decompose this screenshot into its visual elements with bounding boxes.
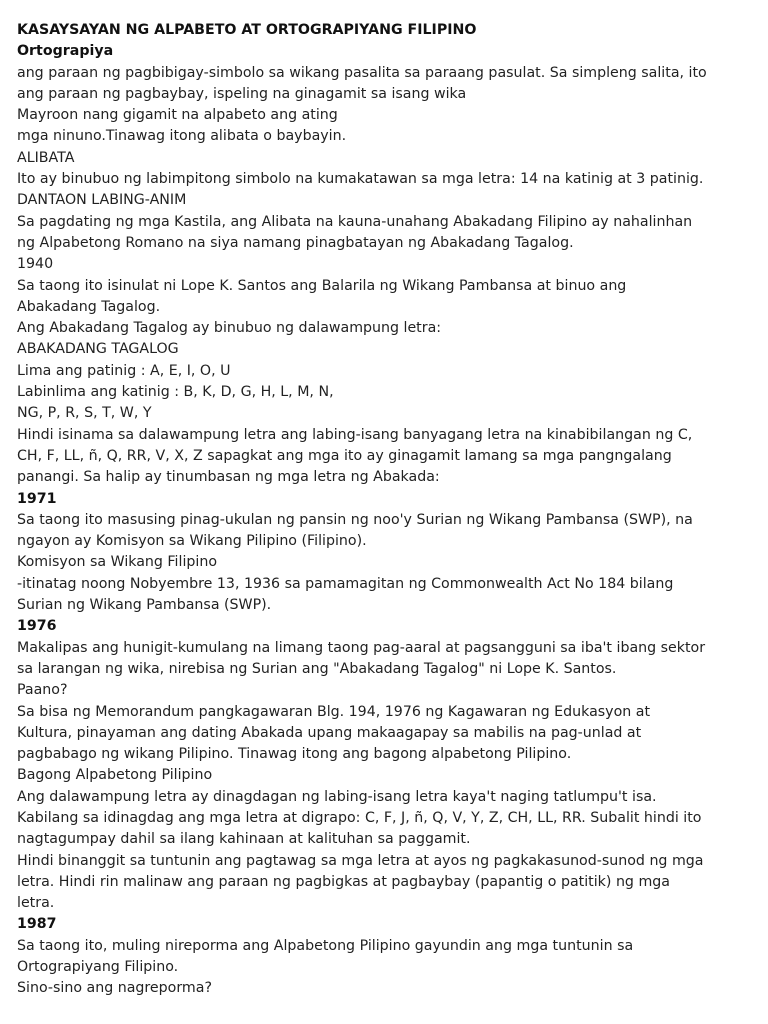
text-line: letra. Hindi rin malinaw ang paraan ng pagbigkas at pagbaybay (papantig o patitik) ng mga bbox=[17, 873, 670, 890]
text-line: pagbabago ng wikang Pilipino. Tinawag itong ang bagong alpabetong Pilipino. bbox=[17, 746, 572, 763]
text-line: Mayroon nang gigamit na alpabeto ang ating bbox=[17, 107, 338, 124]
text-line: Labinlima ang katinig : B, K, D, G, H, L, M, N, bbox=[17, 384, 334, 401]
text-line: Sa pagdating ng mga Kastila, ang Alibata na kauna-unahang Abakadang Filipino ay nahalinhan bbox=[17, 213, 693, 230]
section-heading: 1987 bbox=[17, 916, 57, 933]
text-line: 1940 bbox=[17, 256, 54, 273]
text-line: Sa taong ito masusing pinag-ukulan ng pansin ng noo'y Surian ng Wikang Pambansa (SWP), na bbox=[17, 511, 693, 528]
text-line: ngayon ay Komisyon sa Wikang Pilipino (Filipino). bbox=[17, 533, 367, 550]
text-line: CH, F, LL, ñ, Q, RR, V, X, Z sapagkat ang mga ito ay ginagamit lamang sa mga pangngalang bbox=[17, 447, 672, 464]
text-line: Sa taong ito, muling nireporma ang Alpabetong Pilipino gayundin ang mga tuntunin sa bbox=[17, 937, 634, 954]
document-body bbox=[17, 20, 761, 1000]
text-line: Lima ang patinig : A, E, I, O, U bbox=[17, 362, 231, 379]
text-line: Komisyon sa Wikang Filipino bbox=[17, 554, 218, 571]
text-line: Makalipas ang hunigit-kumulang na limang taong pag-aaral at pagsangguni sa iba't ibang sektor bbox=[17, 639, 706, 656]
text-line: Abakadang Tagalog. bbox=[17, 298, 161, 315]
text-line: Kabilang sa idinagdag ang mga letra at digrapo: C, F, J, ñ, Q, V, Y, Z, CH, LL, RR. Subalit hindi ito bbox=[17, 809, 702, 826]
text-line: Sa bisa ng Memorandum pangkagawaran Blg. 194, 1976 ng Kagawaran ng Edukasyon at bbox=[17, 703, 651, 720]
text-line: Ang Abakadang Tagalog ay binubuo ng dalawampung letra: bbox=[17, 320, 442, 337]
text-line: NG, P, R, S, T, W, Y bbox=[17, 405, 152, 422]
text-line: ng Alpabetong Romano na siya namang pinagbatayan ng Abakadang Tagalog. bbox=[17, 234, 574, 251]
text-line: letra. bbox=[17, 895, 55, 912]
text-line: Ito ay binubuo ng labimpitong simbolo na kumakatawan sa mga letra: 14 na katinig at 3 patinig. bbox=[17, 171, 704, 188]
text-line: nagtagumpay dahil sa ilang kahinaan at kalituhan sa paggamit. bbox=[17, 831, 471, 848]
text-line: DANTAON LABING-ANIM bbox=[17, 192, 187, 209]
text-line: Paano? bbox=[17, 682, 68, 699]
text-line: sa larangan ng wika, nirebisa ng Surian ang "Abakadang Tagalog" ni Lope K. Santos. bbox=[17, 660, 617, 677]
document-text bbox=[17, 41, 761, 999]
section-heading: 1971 bbox=[17, 490, 57, 507]
section-heading: 1976 bbox=[17, 618, 57, 635]
document-title: KASAYSAYAN NG ALPABETO AT ORTOGRAPIYANG FILIPINO bbox=[17, 22, 477, 38]
text-line: Bagong Alpabetong Pilipino bbox=[17, 767, 213, 784]
text-line: Ortograpiyang Filipino. bbox=[17, 959, 179, 976]
text-line: Surian ng Wikang Pambansa (SWP). bbox=[17, 597, 272, 614]
text-line: ABAKADANG TAGALOG bbox=[17, 341, 179, 358]
text-line: Sa taong ito isinulat ni Lope K. Santos ang Balarila ng Wikang Pambansa at binuo ang bbox=[17, 277, 627, 294]
section-heading: Ortograpiya bbox=[17, 43, 114, 60]
text-line: mga ninuno.Tinawag itong alibata o baybayin. bbox=[17, 128, 347, 145]
text-line: ang paraan ng pagbibigay-simbolo sa wikang pasalita sa paraang pasulat. Sa simpleng salita, ito bbox=[17, 64, 707, 81]
text-line: ALIBATA bbox=[17, 149, 75, 166]
text-line: -itinatag noong Nobyembre 13, 1936 sa pamamagitan ng Commonwealth Act No 184 bilang bbox=[17, 575, 674, 592]
text-line: panangi. Sa halip ay tinumbasan ng mga letra ng Abakada: bbox=[17, 469, 440, 486]
text-line: Kultura, pinayaman ang dating Abakada upang makaagapay sa mabilis na pag-unlad at bbox=[17, 724, 642, 741]
text-line: Ang dalawampung letra ay dinagdagan ng labing-isang letra kaya't naging tatlumpu't isa. bbox=[17, 788, 657, 805]
text-line: Hindi isinama sa dalawampung letra ang labing-isang banyagang letra na kinabibilangan ng C, bbox=[17, 426, 693, 443]
text-line: ang paraan ng pagbaybay, ispeling na ginagamit sa isang wika bbox=[17, 85, 467, 102]
text-line: Hindi binanggit sa tuntunin ang pagtawag sa mga letra at ayos ng pagkakasunod-sunod ng mga bbox=[17, 852, 704, 869]
text-line: Sino-sino ang nagreporma? bbox=[17, 980, 212, 997]
